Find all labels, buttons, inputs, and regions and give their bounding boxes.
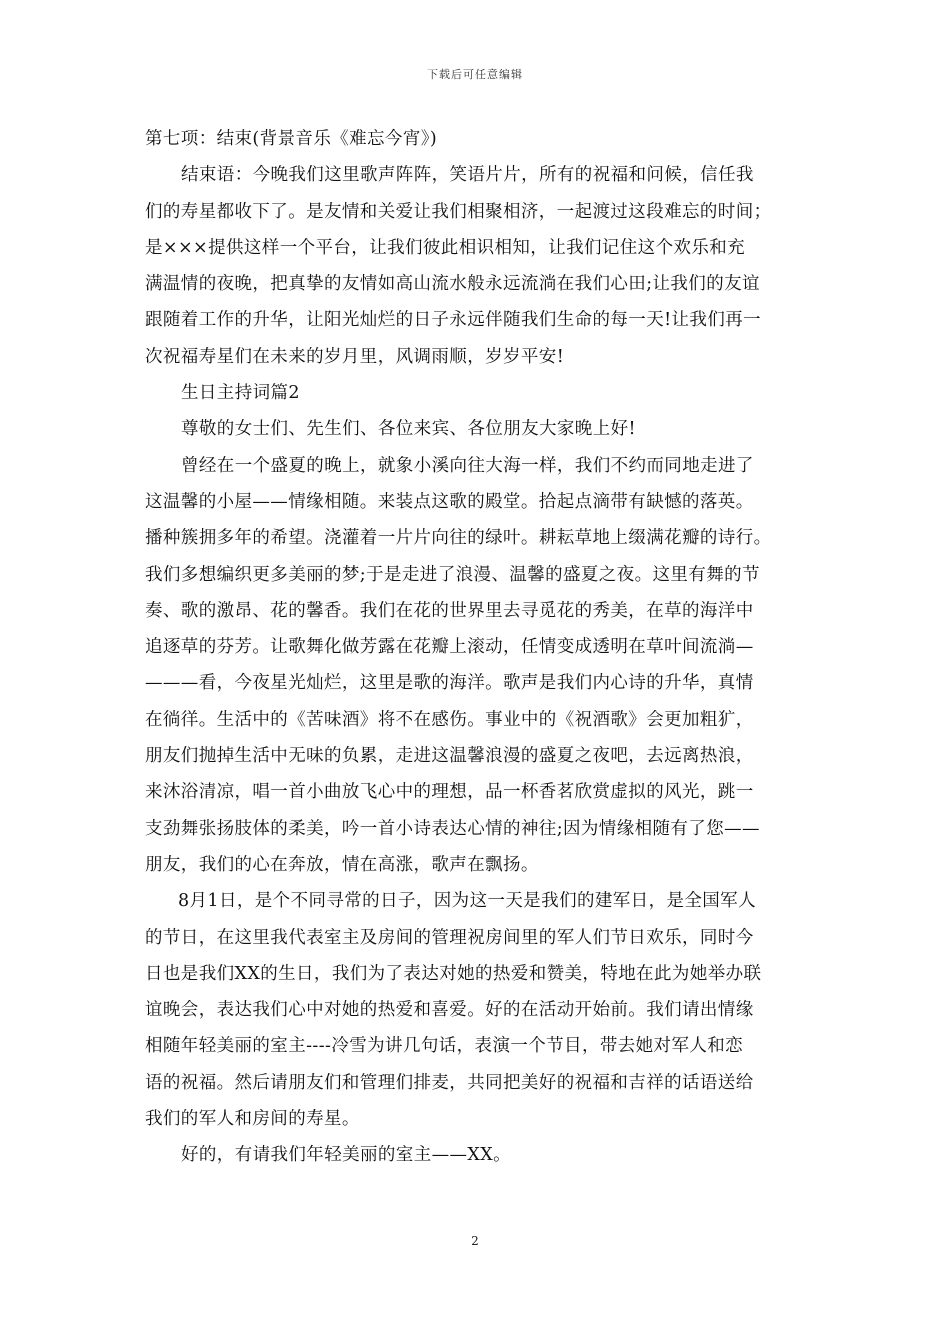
paragraph-line: 谊晚会，表达我们心中对她的热爱和喜爱。好的在活动开始前。我们请出情缘: [145, 1000, 754, 1021]
paragraph-line: 曾经在一个盛夏的晚上，就象小溪向往大海一样，我们不约而同地走进了: [181, 455, 754, 476]
paragraph-line: 我们多想编织更多美丽的梦;于是走进了浪漫、温馨的盛夏之夜。这里有舞的节: [145, 564, 760, 585]
section-title: 生日主持词篇2: [181, 383, 300, 404]
paragraph-line: 追逐草的芬芳。让歌舞化做芳露在花瓣上滚动，任情变成透明在草叶间流淌—: [145, 637, 754, 658]
paragraph-line: 来沐浴清凉，唱一首小曲放飞心中的理想，品一杯香茗欣赏虚拟的风光，跳一: [145, 782, 754, 803]
page-header: 下载后可任意编辑: [427, 68, 523, 81]
paragraph-line: 是×××提供这样一个平台，让我们彼此相识相知，让我们记住这个欢乐和充: [145, 237, 746, 258]
paragraph-line: 结束语：今晚我们这里歌声阵阵，笑语片片，所有的祝福和问候，信任我: [181, 165, 754, 186]
greeting-line: 尊敬的女士们、先生们、各位来宾、各位朋友大家晚上好!: [181, 419, 636, 440]
paragraph-line: 播种簇拥多年的希望。浇灌着一片片向往的绿叶。耕耘草地上缀满花瓣的诗行。: [145, 528, 772, 549]
paragraph-line: 奏、歌的激昂、花的馨香。我们在花的世界里去寻觅花的秀美，在草的海洋中: [145, 600, 754, 621]
paragraph-line: 满温情的夜晚，把真挚的友情如高山流水般永远流淌在我们心田;让我们的友谊: [145, 274, 760, 295]
page-number: 2: [471, 1234, 479, 1248]
paragraph-line: 语的祝福。然后请朋友们和管理们排麦，共同把美好的祝福和吉祥的话语送给: [145, 1072, 754, 1093]
paragraph-line: 我们的军人和房间的寿星。: [145, 1109, 360, 1130]
paragraph-line: 们的寿星都收下了。是友情和关爱让我们相聚相济，一起渡过这段难忘的时间；: [145, 201, 772, 222]
paragraph-line: 朋友们抛掉生活中无味的负累，走进这温馨浪漫的盛夏之夜吧，去远离热浪，: [145, 746, 754, 767]
paragraph-line: 好的，有请我们年轻美丽的室主——XX。: [181, 1145, 512, 1166]
paragraph-line: 在徜徉。生活中的《苦味酒》将不在感伤。事业中的《祝酒歌》会更加粗犷，: [145, 709, 754, 730]
paragraph-line: 的节日，在这里我代表室主及房间的管理祝房间里的军人们节日欢乐，同时今: [145, 927, 754, 948]
document-body: [145, 121, 807, 1174]
paragraph-line: ———看，今夜星光灿烂，这里是歌的海洋。歌声是我们内心诗的升华，真情: [145, 673, 754, 694]
paragraph-line: 朋友，我们的心在奔放，情在高涨，歌声在飘扬。: [145, 854, 539, 875]
paragraph-line: 日也是我们XX的生日，我们为了表达对她的热爱和赞美，特地在此为她举办联: [145, 963, 762, 984]
paragraph-line: 8月1日，是个不同寻常的日子，因为这一天是我们的建军日，是全国军人: [178, 891, 756, 912]
paragraph-line: 相随年轻美丽的室主----冷雪为讲几句话，表演一个节目，带去她对军人和恋: [145, 1036, 744, 1057]
paragraph-line: 支劲舞张扬肢体的柔美，吟一首小诗表达心情的神往;因为情缘相随有了您——: [145, 818, 760, 839]
paragraph-line: 次祝福寿星们在未来的岁月里，风调雨顺，岁岁平安!: [145, 346, 565, 367]
section-heading: 第七项：结束(背景音乐《难忘今宵》): [145, 129, 438, 149]
paragraph-line: 这温馨的小屋——情缘相随。来装点这歌的殿堂。拾起点滴带有缺憾的落英。: [145, 491, 754, 512]
paragraph-line: 跟随着工作的升华，让阳光灿烂的日子永远伴随我们生命的每一天!让我们再一: [145, 310, 762, 331]
